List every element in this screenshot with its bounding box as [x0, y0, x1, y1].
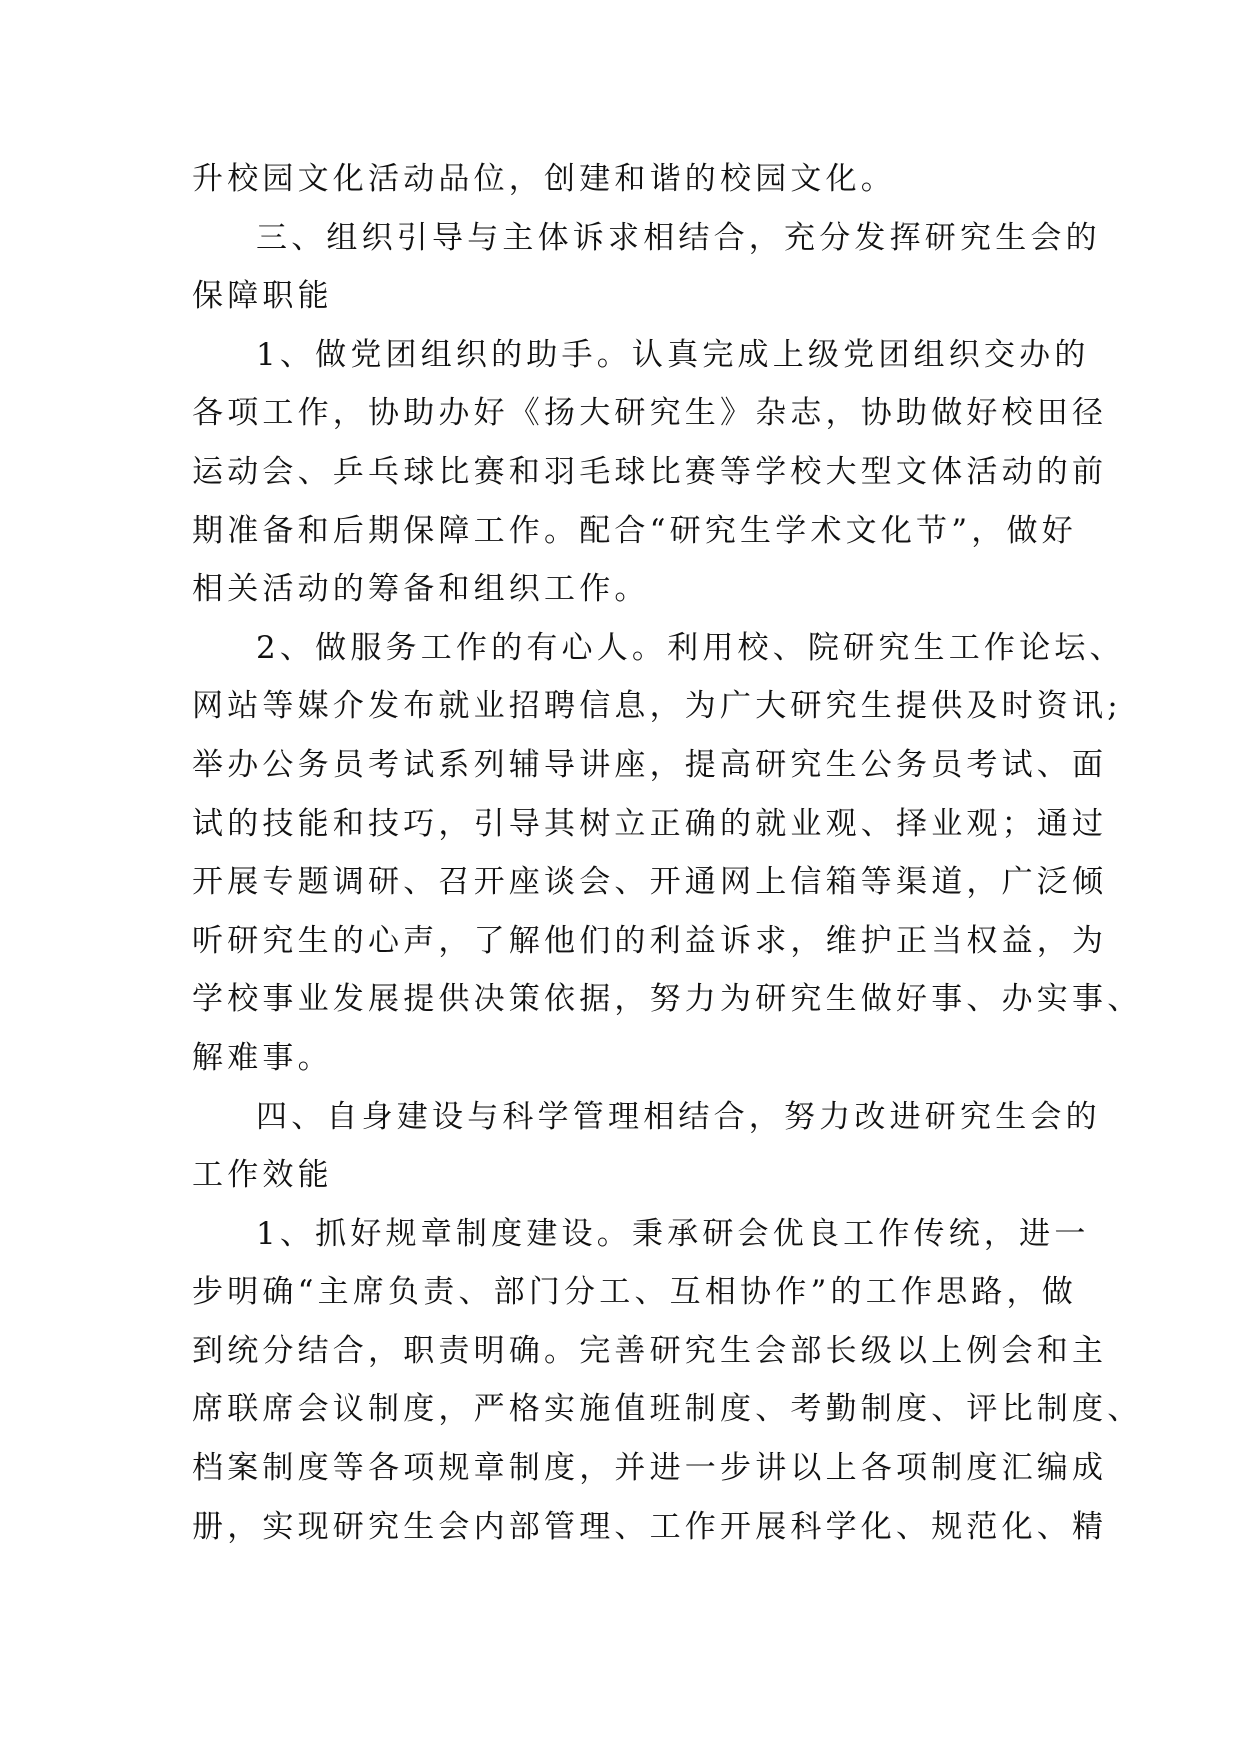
text-line: 运动会、乒乓球比赛和羽毛球比赛等学校大型文体活动的前: [192, 453, 1108, 490]
text-line: 听研究生的心声，了解他们的利益诉求，维护正当权益，为: [192, 922, 1108, 959]
text-line: 举办公务员考试系列辅导讲座，提高研究生公务员考试、面: [192, 746, 1108, 783]
text-line: 学校事业发展提供决策依据，努力为研究生做好事、办实事、: [192, 981, 1143, 1018]
text-line: 1、做党团组织的助手。认真完成上级党团组织交办的: [256, 336, 1090, 373]
document-body: [192, 150, 1143, 1556]
text-line: 档案制度等各项规章制度，并进一步讲以上各项制度汇编成: [192, 1450, 1108, 1487]
text-line: 期准备和后期保障工作。配合“研究生学术文化节”，做好: [192, 512, 1077, 549]
text-line: 试的技能和技巧，引导其树立正确的就业观、择业观；通过: [192, 805, 1108, 842]
text-line: 1、抓好规章制度建设。秉承研会优良工作传统，进一: [256, 1215, 1090, 1252]
text-line: 到统分结合，职责明确。完善研究生会部长级以上例会和主: [192, 1332, 1108, 1369]
text-line: 升校园文化活动品位，创建和谐的校园文化。: [192, 161, 896, 197]
text-line: 步明确“主席负责、部门分工、互相协作”的工作思路，做: [192, 1274, 1077, 1311]
text-line: 保障职能: [192, 278, 333, 315]
text-line: 册，实现研究生会内部管理、工作开展科学化、规范化、精: [192, 1508, 1108, 1545]
text-line: 2、做服务工作的有心人。利用校、院研究生工作论坛、: [256, 629, 1125, 666]
text-line: 开展专题调研、召开座谈会、开通网上信箱等渠道，广泛倾: [192, 864, 1108, 901]
text-line: 解难事。: [192, 1039, 333, 1076]
text-line: 三、组织引导与主体诉求相结合，充分发挥研究生会的: [256, 219, 1101, 256]
text-line: 四、自身建设与科学管理相结合，努力改进研究生会的: [256, 1098, 1101, 1135]
text-line: 网站等媒介发布就业招聘信息，为广大研究生提供及时资讯;: [192, 688, 1122, 725]
text-line: 席联席会议制度，严格实施值班制度、考勤制度、评比制度、: [192, 1391, 1143, 1428]
text-line: 工作效能: [192, 1157, 333, 1194]
text-line: 各项工作，协助办好《扬大研究生》杂志，协助做好校田径: [192, 395, 1108, 432]
text-line: 相关活动的筹备和组织工作。: [192, 571, 650, 608]
